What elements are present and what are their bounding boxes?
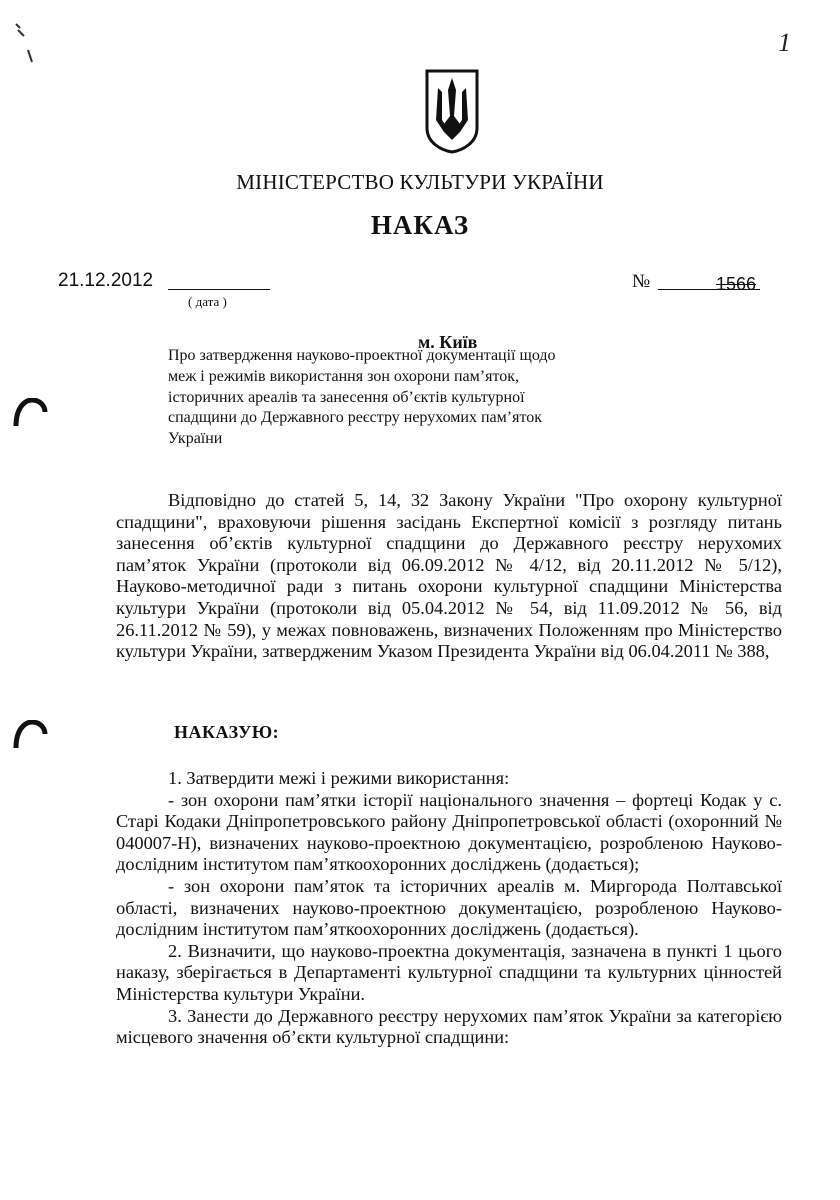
order-items [116, 768, 782, 1049]
preamble-paragraph: Відповідно до статей 5, 14, 32 Закону України "Про охорону культурної спадщини", враховуючи рішення засідань Експертної комісії з розгляду питань занесення об’єктів культурної спадщини до Державного реєстру нерухомих пам’яток України (протоколи від 06.09.2012 № 4/12, від 20.11.2012 № 5/12), Науково-методичної ради з питань охорони культурної спадщини Міністерства культури України (протоколи від 05.04.2012 № 54, від 11.09.2012 № 56, від 26.11.2012 № 59), у межах повноважень, визначених Положенням про Міністерство культури України, затвердженим Указом Президента України від 06.04.2011 № 388, [116, 490, 782, 662]
item-1: 1. Затвердити межі і режими використання: [168, 768, 510, 788]
date-caption: ( дата ) [188, 294, 227, 309]
item-1-b: - зон охорони пам’яток та історичних ареалів м. Миргорода Полтавської області, визначених науково-проектною документацією, розробленою Науково-дослідним інститутом пам’яткоохоронних досліджень (додається). [116, 875, 782, 940]
number-sign: № [632, 271, 651, 292]
item-2: 2. Визначити, що науково-проектна документація, зазначена в пункті 1 цього наказу, зберігається в Департаменті культурної спадщини та культурних цінностей Міністерства культури України. [116, 940, 782, 1004]
punch-hole-mark [12, 720, 48, 750]
item-3: 3. Занести до Державного реєстру нерухомих пам’яток України за категорією місцевого значення об’єкти культурної спадщини: [116, 1005, 782, 1048]
page-number-mark: 1 [778, 28, 791, 57]
order-date: 21.12.2012 [58, 270, 154, 291]
city: м. Київ [418, 332, 478, 352]
scan-mark-top-left [10, 20, 40, 70]
punch-hole-mark [12, 398, 48, 428]
order-subject: Про затвердження науково-проектної документації щодо меж і режимів використання зон охорони пам’яток, історичних ареалів та занесення об’єктів культурної спадщини до Державного реєстру нерухомих пам’яток України [168, 347, 556, 448]
preamble-block [116, 490, 782, 663]
date-underline [168, 289, 270, 290]
coat-of-arms-emblem [424, 68, 480, 154]
order-number: 1566 [716, 274, 757, 294]
ministry-name: МІНІСТЕРСТВО КУЛЬТУРИ УКРАЇНИ [236, 170, 604, 194]
decree-heading: НАКАЗУЮ: [174, 722, 280, 742]
document-type: НАКАЗ [370, 210, 470, 240]
item-1-a: - зон охорони пам’ятки історії національного значення – фортеці Кодак у с. Старі Кодаки Дніпропетровського району Дніпропетровської області (охоронний № 040007-Н), визначених науково-проектною документацією, розробленою Науково-дослідним інститутом пам’яткоохоронних досліджень (додається); [116, 789, 782, 875]
